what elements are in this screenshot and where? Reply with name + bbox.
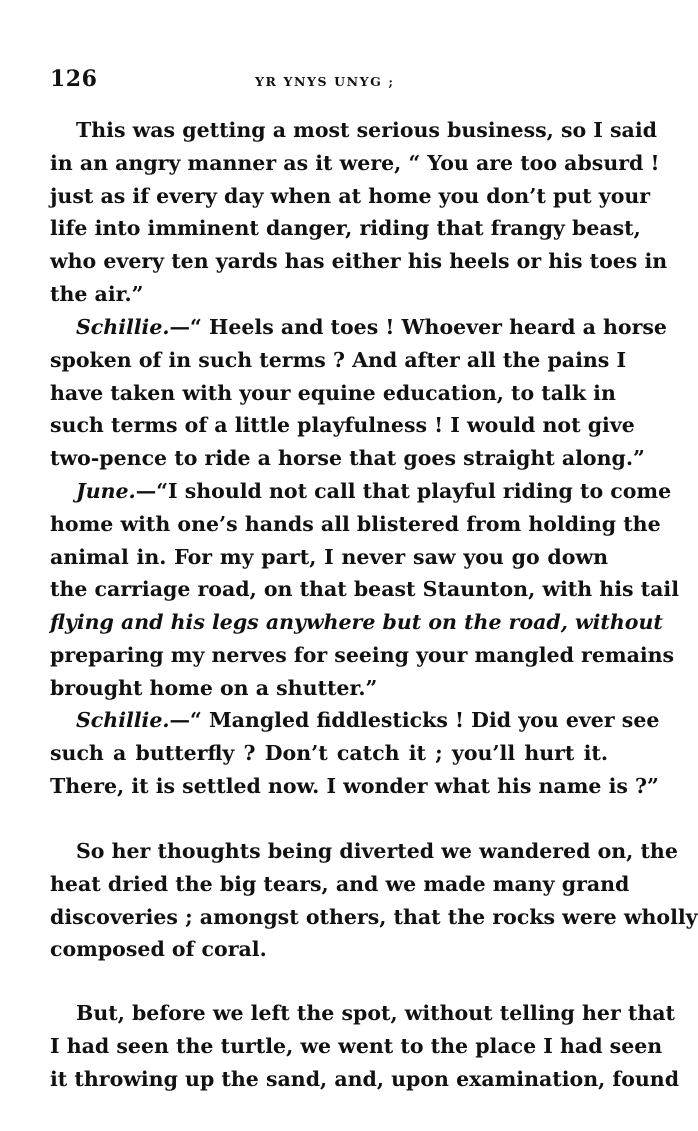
text-line: So her thoughts being diverted we wandered on, the — [76, 839, 678, 863]
speaker-name: June. — [76, 479, 136, 503]
text-line: life into imminent danger, riding that frangy beast, — [50, 216, 641, 241]
speaker-name: Schillie. — [76, 708, 170, 732]
text-line: heat dried the big tears, and we made many grand — [50, 871, 630, 896]
text-line: two-pence to ride a horse that goes straight along.” — [50, 446, 645, 471]
text-line: such terms of a little playfulness ! I would not give — [50, 413, 635, 438]
text-line: it throwing up the sand, and, upon examination, found — [50, 1066, 680, 1091]
speech-text: —“ Heels and toes ! Whoever heard a horse — [169, 315, 667, 339]
text-line: who every ten yards has either his heels or his toes in — [50, 249, 668, 274]
text-line — [50, 475, 672, 508]
speech-text: —“I should not call that playful riding to come — [135, 479, 672, 503]
text-line: preparing my nerves for seeing your mangled remains — [50, 642, 675, 667]
page-number: 126 — [50, 66, 98, 92]
text-line: brought home on a shutter.” — [50, 675, 378, 700]
text-line: the air.” — [50, 281, 144, 306]
paragraph-4 — [50, 704, 660, 802]
paragraph-2 — [50, 311, 667, 475]
text-line: I had seen the turtle, we went to the place I had seen — [50, 1033, 663, 1058]
paragraph-5 — [50, 835, 698, 966]
paragraph-1 — [50, 114, 668, 311]
speaker-name: Schillie. — [76, 315, 170, 339]
running-head: YR YNYS UNYG ; — [255, 74, 395, 89]
text-line: spoken of in such terms ? And after all the pains I — [50, 347, 627, 372]
text-line — [50, 311, 667, 344]
text-line: composed of coral. — [50, 937, 267, 962]
text-line: the carriage road, on that beast Staunton, with his tail — [50, 577, 679, 602]
paragraph-6 — [50, 997, 680, 1095]
text-line: in an angry manner as it were, “ You are too absurd ! — [50, 150, 660, 175]
paragraph-3 — [50, 475, 679, 705]
text-line — [50, 606, 663, 639]
text-line: have taken with your equine education, to talk in — [50, 380, 616, 405]
text-line: such a butterfly ? Don’t catch it ; you’ll hurt it. — [50, 740, 608, 765]
text-line: just as if every day when at home you don’t put your — [50, 183, 651, 208]
text-line: This was getting a most serious business, so I said — [76, 118, 657, 142]
text-line: animal in. For my part, I never saw you go down — [50, 544, 608, 569]
italic-text: flying and his legs anywhere but on the road, without — [50, 610, 663, 635]
speech-text: —“ Mangled fiddlesticks ! Did you ever see — [169, 708, 660, 732]
text-line: There, it is settled now. I wonder what his name is ?” — [50, 773, 659, 798]
text-line: home with one’s hands all blistered from holding the — [50, 511, 661, 536]
page-header — [50, 66, 612, 96]
text-line: discoveries ; amongst others, that the rocks were wholly — [50, 904, 698, 929]
text-line — [50, 704, 660, 737]
text-line: But, before we left the spot, without telling her that — [76, 1001, 676, 1025]
